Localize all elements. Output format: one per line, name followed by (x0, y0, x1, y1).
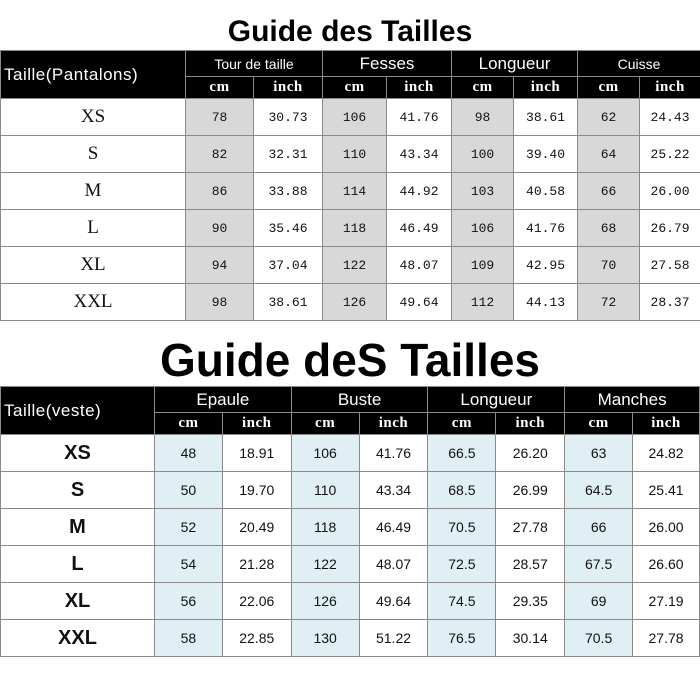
group-header-waist: Tour de taille (186, 51, 323, 77)
unit-header-inch: inch (514, 77, 578, 99)
table-row (1, 173, 700, 210)
inch-value-cell: 43.34 (359, 472, 428, 509)
inch-value-cell: 24.43 (640, 99, 700, 136)
cm-value-cell: 98 (452, 99, 514, 136)
inch-value-cell: 30.73 (254, 99, 323, 136)
unit-header-inch: inch (633, 413, 700, 435)
group-header-sleeves: Manches (565, 387, 700, 413)
cm-value-cell: 118 (323, 210, 387, 247)
inch-value-cell: 42.95 (514, 247, 578, 284)
cm-value-cell: 122 (291, 546, 359, 583)
group-header-length: Longueur (428, 387, 565, 413)
cm-value-cell: 122 (323, 247, 387, 284)
size-cell: XL (1, 583, 155, 620)
cm-value-cell: 69 (565, 583, 633, 620)
unit-header-inch: inch (359, 413, 428, 435)
inch-value-cell: 28.37 (640, 284, 700, 321)
inch-value-cell: 27.78 (633, 620, 700, 657)
inch-value-cell: 26.20 (496, 435, 565, 472)
cm-value-cell: 48 (154, 435, 222, 472)
cm-value-cell: 72.5 (428, 546, 496, 583)
cm-value-cell: 74.5 (428, 583, 496, 620)
cm-value-cell: 126 (323, 284, 387, 321)
inch-value-cell: 43.34 (387, 136, 452, 173)
unit-header-cm: cm (565, 413, 633, 435)
size-cell: XXL (1, 620, 155, 657)
cm-value-cell: 64 (578, 136, 640, 173)
cm-value-cell: 78 (186, 99, 254, 136)
unit-header-cm: cm (291, 413, 359, 435)
table-row (1, 620, 700, 657)
inch-value-cell: 46.49 (387, 210, 452, 247)
cm-value-cell: 114 (323, 173, 387, 210)
table-row (1, 284, 700, 321)
inch-value-cell: 26.79 (640, 210, 700, 247)
inch-value-cell: 51.22 (359, 620, 428, 657)
table-row (1, 472, 700, 509)
pants-size-rows (1, 99, 700, 321)
size-cell: XS (1, 435, 155, 472)
unit-header-inch: inch (496, 413, 565, 435)
inch-value-cell: 24.82 (633, 435, 700, 472)
inch-value-cell: 48.07 (359, 546, 428, 583)
inch-value-cell: 44.13 (514, 284, 578, 321)
inch-value-cell: 30.14 (496, 620, 565, 657)
cm-value-cell: 106 (291, 435, 359, 472)
cm-value-cell: 58 (154, 620, 222, 657)
table-row (1, 435, 700, 472)
inch-value-cell: 25.22 (640, 136, 700, 173)
inch-value-cell: 41.76 (514, 210, 578, 247)
cm-value-cell: 106 (323, 99, 387, 136)
cm-value-cell: 54 (154, 546, 222, 583)
size-cell: L (1, 546, 155, 583)
group-header-length: Longueur (452, 51, 578, 77)
table-row (1, 247, 700, 284)
cm-value-cell: 66.5 (428, 435, 496, 472)
pants-size-guide-title: Guide des Tailles (227, 15, 473, 48)
inch-value-cell: 41.76 (359, 435, 428, 472)
inch-value-cell: 40.58 (514, 173, 578, 210)
inch-value-cell: 32.31 (254, 136, 323, 173)
group-header-hips: Fesses (323, 51, 452, 77)
unit-header-cm: cm (323, 77, 387, 99)
inch-value-cell: 39.40 (514, 136, 578, 173)
table-row (1, 583, 700, 620)
cm-value-cell: 56 (154, 583, 222, 620)
cm-value-cell: 76.5 (428, 620, 496, 657)
inch-value-cell: 26.60 (633, 546, 700, 583)
inch-value-cell: 49.64 (359, 583, 428, 620)
size-column-header: Taille(Pantalons) (1, 51, 186, 99)
size-cell: XXL (1, 284, 186, 321)
cm-value-cell: 66 (565, 509, 633, 546)
inch-value-cell: 27.58 (640, 247, 700, 284)
cm-value-cell: 109 (452, 247, 514, 284)
cm-value-cell: 94 (186, 247, 254, 284)
inch-value-cell: 29.35 (496, 583, 565, 620)
inch-value-cell: 49.64 (387, 284, 452, 321)
group-header-thigh: Cuisse (578, 51, 700, 77)
size-cell: S (1, 472, 155, 509)
size-cell: XS (1, 99, 186, 136)
cm-value-cell: 68.5 (428, 472, 496, 509)
cm-value-cell: 66 (578, 173, 640, 210)
inch-value-cell: 27.19 (633, 583, 700, 620)
inch-value-cell: 26.00 (640, 173, 700, 210)
cm-value-cell: 63 (565, 435, 633, 472)
cm-value-cell: 70.5 (565, 620, 633, 657)
table-row (1, 210, 700, 247)
unit-header-inch: inch (640, 77, 700, 99)
size-cell: XL (1, 247, 186, 284)
size-cell: M (1, 173, 186, 210)
table-row (1, 99, 700, 136)
inch-value-cell: 38.61 (254, 284, 323, 321)
cm-value-cell: 110 (323, 136, 387, 173)
inch-value-cell: 20.49 (222, 509, 291, 546)
cm-value-cell: 82 (186, 136, 254, 173)
unit-header-inch: inch (254, 77, 323, 99)
pants-size-table (0, 50, 700, 321)
cm-value-cell: 126 (291, 583, 359, 620)
inch-value-cell: 46.49 (359, 509, 428, 546)
unit-header-cm: cm (186, 77, 254, 99)
inch-value-cell: 41.76 (387, 99, 452, 136)
size-cell: S (1, 136, 186, 173)
cm-value-cell: 98 (186, 284, 254, 321)
cm-value-cell: 103 (452, 173, 514, 210)
cm-value-cell: 68 (578, 210, 640, 247)
cm-value-cell: 67.5 (565, 546, 633, 583)
cm-value-cell: 50 (154, 472, 222, 509)
jacket-size-rows (1, 435, 700, 657)
inch-value-cell: 18.91 (222, 435, 291, 472)
group-header-bust: Buste (291, 387, 428, 413)
table-row (1, 509, 700, 546)
inch-value-cell: 21.28 (222, 546, 291, 583)
cm-value-cell: 110 (291, 472, 359, 509)
inch-value-cell: 25.41 (633, 472, 700, 509)
cm-value-cell: 106 (452, 210, 514, 247)
cm-value-cell: 64.5 (565, 472, 633, 509)
inch-value-cell: 35.46 (254, 210, 323, 247)
unit-header-inch: inch (387, 77, 452, 99)
inch-value-cell: 22.06 (222, 583, 291, 620)
unit-header-cm: cm (428, 413, 496, 435)
table-row (1, 546, 700, 583)
size-cell: M (1, 509, 155, 546)
cm-value-cell: 130 (291, 620, 359, 657)
inch-value-cell: 33.88 (254, 173, 323, 210)
inch-value-cell: 37.04 (254, 247, 323, 284)
inch-value-cell: 27.78 (496, 509, 565, 546)
cm-value-cell: 72 (578, 284, 640, 321)
cm-value-cell: 52 (154, 509, 222, 546)
cm-value-cell: 118 (291, 509, 359, 546)
cm-value-cell: 112 (452, 284, 514, 321)
inch-value-cell: 26.00 (633, 509, 700, 546)
jacket-size-table (0, 386, 700, 657)
unit-header-inch: inch (222, 413, 291, 435)
unit-header-cm: cm (578, 77, 640, 99)
inch-value-cell: 28.57 (496, 546, 565, 583)
group-header-shoulder: Epaule (154, 387, 291, 413)
cm-value-cell: 90 (186, 210, 254, 247)
table-row (1, 136, 700, 173)
unit-header-cm: cm (452, 77, 514, 99)
inch-value-cell: 44.92 (387, 173, 452, 210)
inch-value-cell: 26.99 (496, 472, 565, 509)
inch-value-cell: 48.07 (387, 247, 452, 284)
inch-value-cell: 19.70 (222, 472, 291, 509)
unit-header-cm: cm (154, 413, 222, 435)
cm-value-cell: 100 (452, 136, 514, 173)
cm-value-cell: 70 (578, 247, 640, 284)
inch-value-cell: 38.61 (514, 99, 578, 136)
cm-value-cell: 62 (578, 99, 640, 136)
jacket-size-guide-title: Guide deS Tailles (159, 334, 541, 386)
size-cell: L (1, 210, 186, 247)
inch-value-cell: 22.85 (222, 620, 291, 657)
cm-value-cell: 86 (186, 173, 254, 210)
size-column-header: Taille(veste) (1, 387, 155, 435)
cm-value-cell: 70.5 (428, 509, 496, 546)
